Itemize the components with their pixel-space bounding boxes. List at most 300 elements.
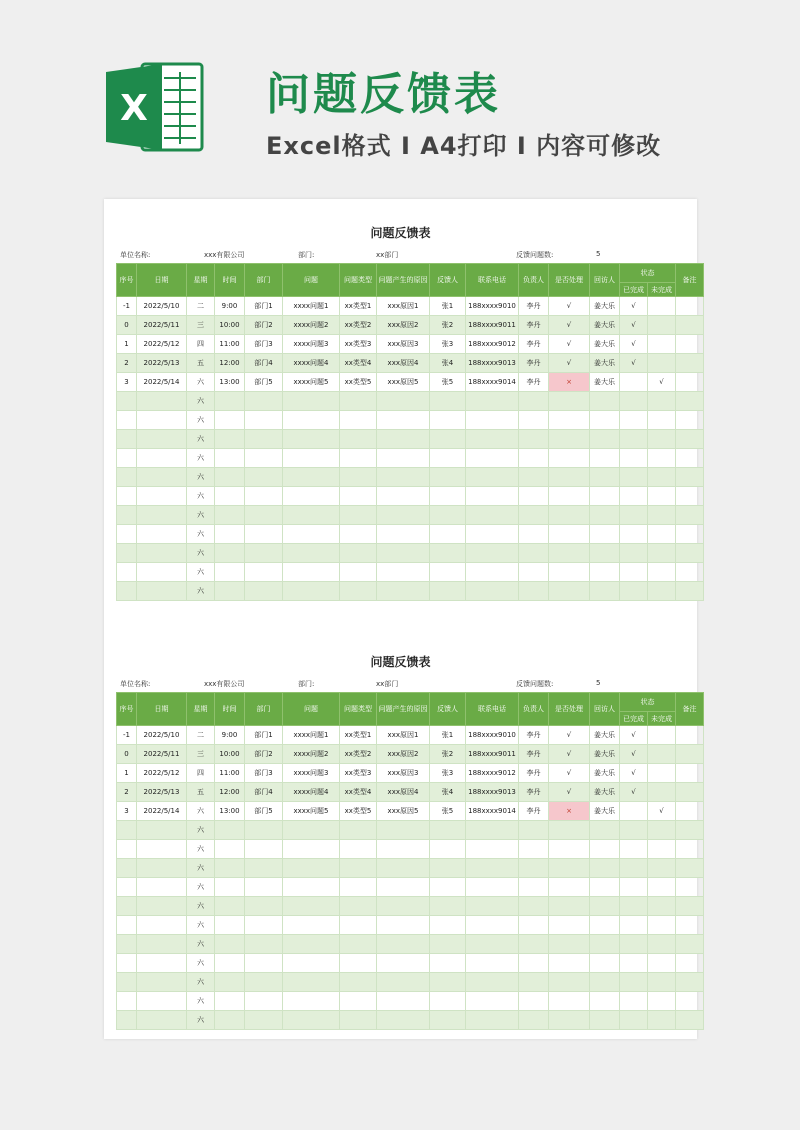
- table-cell[interactable]: 部门3: [245, 764, 283, 783]
- table-cell[interactable]: √: [620, 354, 648, 373]
- table-cell[interactable]: [519, 1011, 549, 1030]
- table-cell[interactable]: [377, 525, 430, 544]
- table-cell[interactable]: 12:00: [215, 354, 245, 373]
- table-cell[interactable]: [466, 954, 519, 973]
- table-cell[interactable]: 姜大乐: [590, 316, 620, 335]
- table-cell[interactable]: [340, 544, 377, 563]
- table-cell[interactable]: [215, 859, 245, 878]
- table-cell[interactable]: [648, 726, 676, 745]
- table-cell[interactable]: [519, 840, 549, 859]
- table-cell[interactable]: xx类型5: [340, 802, 377, 821]
- table-cell[interactable]: [215, 992, 245, 1011]
- table-cell[interactable]: [590, 878, 620, 897]
- table-cell[interactable]: 张4: [430, 354, 466, 373]
- table-cell[interactable]: xx类型3: [340, 764, 377, 783]
- table-cell[interactable]: [215, 840, 245, 859]
- table-cell[interactable]: [245, 897, 283, 916]
- table-cell[interactable]: [620, 468, 648, 487]
- table-cell[interactable]: [620, 487, 648, 506]
- table-cell[interactable]: [549, 878, 590, 897]
- table-cell[interactable]: [676, 897, 704, 916]
- table-cell[interactable]: [590, 487, 620, 506]
- table-cell[interactable]: 李丹: [519, 373, 549, 392]
- table-cell[interactable]: [466, 487, 519, 506]
- table-cell[interactable]: [340, 449, 377, 468]
- table-cell[interactable]: [117, 840, 137, 859]
- table-cell[interactable]: 李丹: [519, 783, 549, 802]
- table-cell[interactable]: [676, 764, 704, 783]
- table-cell[interactable]: [466, 468, 519, 487]
- table-cell[interactable]: [620, 582, 648, 601]
- table-cell[interactable]: [549, 525, 590, 544]
- table-cell[interactable]: [590, 916, 620, 935]
- table-cell[interactable]: 部门4: [245, 354, 283, 373]
- table-cell[interactable]: [648, 430, 676, 449]
- table-cell[interactable]: 六: [187, 487, 215, 506]
- table-cell[interactable]: [340, 430, 377, 449]
- table-cell[interactable]: 2022/5/12: [137, 335, 187, 354]
- table-cell[interactable]: [117, 506, 137, 525]
- table-cell[interactable]: [466, 392, 519, 411]
- table-cell[interactable]: 张5: [430, 802, 466, 821]
- table-cell[interactable]: [245, 973, 283, 992]
- table-cell[interactable]: [215, 563, 245, 582]
- table-cell[interactable]: 李丹: [519, 802, 549, 821]
- table-cell[interactable]: [137, 897, 187, 916]
- table-cell[interactable]: 三: [187, 316, 215, 335]
- table-cell[interactable]: 188xxxx9011: [466, 316, 519, 335]
- table-cell[interactable]: [620, 1011, 648, 1030]
- table-cell[interactable]: [137, 563, 187, 582]
- table-cell[interactable]: [245, 487, 283, 506]
- table-cell[interactable]: xxxx问题2: [283, 316, 340, 335]
- table-cell[interactable]: xx类型2: [340, 316, 377, 335]
- table-cell[interactable]: [430, 392, 466, 411]
- table-cell[interactable]: 姜大乐: [590, 373, 620, 392]
- table-cell[interactable]: √: [549, 335, 590, 354]
- table-cell[interactable]: [676, 726, 704, 745]
- table-cell[interactable]: [519, 897, 549, 916]
- table-cell[interactable]: xxxx问题1: [283, 726, 340, 745]
- table-cell[interactable]: [245, 859, 283, 878]
- table-cell[interactable]: 2022/5/11: [137, 745, 187, 764]
- table-cell[interactable]: [466, 563, 519, 582]
- table-cell[interactable]: [283, 392, 340, 411]
- table-cell[interactable]: [430, 468, 466, 487]
- table-cell[interactable]: [340, 525, 377, 544]
- table-cell[interactable]: [245, 525, 283, 544]
- table-cell[interactable]: [377, 992, 430, 1011]
- table-cell[interactable]: [137, 430, 187, 449]
- table-cell[interactable]: [648, 392, 676, 411]
- table-cell[interactable]: [340, 840, 377, 859]
- table-cell[interactable]: [245, 954, 283, 973]
- table-cell[interactable]: [117, 878, 137, 897]
- table-cell[interactable]: xx类型1: [340, 297, 377, 316]
- table-cell[interactable]: [283, 1011, 340, 1030]
- table-cell[interactable]: [117, 487, 137, 506]
- table-cell[interactable]: [590, 973, 620, 992]
- table-cell[interactable]: [430, 544, 466, 563]
- table-cell[interactable]: [648, 297, 676, 316]
- table-cell[interactable]: 188xxxx9012: [466, 335, 519, 354]
- table-cell[interactable]: 六: [187, 563, 215, 582]
- table-cell[interactable]: [676, 525, 704, 544]
- table-cell[interactable]: [590, 468, 620, 487]
- table-cell[interactable]: [648, 544, 676, 563]
- table-cell[interactable]: [430, 973, 466, 992]
- table-cell[interactable]: [676, 745, 704, 764]
- table-cell[interactable]: [466, 449, 519, 468]
- table-cell[interactable]: [648, 525, 676, 544]
- table-cell[interactable]: xxxx问题1: [283, 297, 340, 316]
- table-cell[interactable]: [676, 335, 704, 354]
- table-cell[interactable]: [549, 506, 590, 525]
- table-cell[interactable]: [676, 916, 704, 935]
- table-cell[interactable]: [590, 392, 620, 411]
- table-cell[interactable]: [340, 859, 377, 878]
- table-cell[interactable]: [283, 525, 340, 544]
- table-cell[interactable]: [620, 878, 648, 897]
- table-cell[interactable]: [620, 563, 648, 582]
- table-cell[interactable]: [466, 916, 519, 935]
- table-cell[interactable]: [466, 544, 519, 563]
- table-cell[interactable]: [215, 973, 245, 992]
- table-cell[interactable]: [620, 506, 648, 525]
- table-cell[interactable]: [620, 373, 648, 392]
- table-cell[interactable]: [137, 973, 187, 992]
- table-cell[interactable]: xxxx问题4: [283, 354, 340, 373]
- table-cell[interactable]: 2022/5/11: [137, 316, 187, 335]
- table-cell[interactable]: xxx原因3: [377, 764, 430, 783]
- table-cell[interactable]: [590, 821, 620, 840]
- table-cell[interactable]: [549, 430, 590, 449]
- table-cell[interactable]: [549, 449, 590, 468]
- table-cell[interactable]: [549, 916, 590, 935]
- table-cell[interactable]: 六: [187, 973, 215, 992]
- table-cell[interactable]: 李丹: [519, 354, 549, 373]
- table-cell[interactable]: [519, 392, 549, 411]
- table-cell[interactable]: 李丹: [519, 335, 549, 354]
- table-cell[interactable]: xx类型4: [340, 354, 377, 373]
- table-cell[interactable]: [648, 316, 676, 335]
- table-cell[interactable]: [137, 935, 187, 954]
- table-cell[interactable]: 六: [187, 916, 215, 935]
- table-cell[interactable]: [283, 973, 340, 992]
- table-cell[interactable]: √: [648, 373, 676, 392]
- table-cell[interactable]: -1: [117, 726, 137, 745]
- table-cell[interactable]: [377, 859, 430, 878]
- table-cell[interactable]: [549, 859, 590, 878]
- table-cell[interactable]: √: [549, 783, 590, 802]
- table-cell[interactable]: [137, 487, 187, 506]
- table-cell[interactable]: [466, 430, 519, 449]
- table-cell[interactable]: 2022/5/14: [137, 373, 187, 392]
- table-cell[interactable]: 1: [117, 764, 137, 783]
- table-cell[interactable]: [215, 897, 245, 916]
- table-cell[interactable]: [245, 449, 283, 468]
- table-cell[interactable]: xxxx问题4: [283, 783, 340, 802]
- table-cell[interactable]: [377, 544, 430, 563]
- table-cell[interactable]: [117, 582, 137, 601]
- table-cell[interactable]: 2022/5/13: [137, 783, 187, 802]
- table-cell[interactable]: 张4: [430, 783, 466, 802]
- table-cell[interactable]: [430, 992, 466, 1011]
- table-cell[interactable]: [340, 954, 377, 973]
- table-cell[interactable]: 六: [187, 430, 215, 449]
- table-cell[interactable]: [117, 544, 137, 563]
- table-cell[interactable]: 2022/5/10: [137, 297, 187, 316]
- table-cell[interactable]: 188xxxx9010: [466, 726, 519, 745]
- table-cell[interactable]: √: [549, 745, 590, 764]
- table-cell[interactable]: 五: [187, 783, 215, 802]
- table-cell[interactable]: 四: [187, 335, 215, 354]
- table-cell[interactable]: [340, 897, 377, 916]
- table-cell[interactable]: [466, 525, 519, 544]
- table-cell[interactable]: [215, 821, 245, 840]
- table-cell[interactable]: [466, 411, 519, 430]
- table-cell[interactable]: [676, 1011, 704, 1030]
- table-cell[interactable]: [283, 859, 340, 878]
- table-cell[interactable]: [466, 1011, 519, 1030]
- table-cell[interactable]: [117, 1011, 137, 1030]
- table-cell[interactable]: [117, 821, 137, 840]
- table-cell[interactable]: 六: [187, 992, 215, 1011]
- table-cell[interactable]: [377, 973, 430, 992]
- table-cell[interactable]: [215, 430, 245, 449]
- table-cell[interactable]: [519, 468, 549, 487]
- table-cell[interactable]: [620, 544, 648, 563]
- table-cell[interactable]: [519, 544, 549, 563]
- table-cell[interactable]: 张2: [430, 745, 466, 764]
- table-cell[interactable]: [117, 992, 137, 1011]
- table-cell[interactable]: [340, 582, 377, 601]
- table-cell[interactable]: 188xxxx9012: [466, 764, 519, 783]
- table-cell[interactable]: [283, 897, 340, 916]
- table-cell[interactable]: [283, 582, 340, 601]
- table-cell[interactable]: [620, 859, 648, 878]
- table-cell[interactable]: [117, 468, 137, 487]
- table-cell[interactable]: 六: [187, 468, 215, 487]
- table-cell[interactable]: [245, 468, 283, 487]
- table-cell[interactable]: [648, 582, 676, 601]
- table-cell[interactable]: xxxx问题3: [283, 764, 340, 783]
- table-cell[interactable]: √: [549, 297, 590, 316]
- table-cell[interactable]: [676, 563, 704, 582]
- table-cell[interactable]: [590, 544, 620, 563]
- table-cell[interactable]: [590, 525, 620, 544]
- table-cell[interactable]: xx类型2: [340, 745, 377, 764]
- table-cell[interactable]: 188xxxx9010: [466, 297, 519, 316]
- table-cell[interactable]: [430, 411, 466, 430]
- table-cell[interactable]: [620, 973, 648, 992]
- table-cell[interactable]: 10:00: [215, 745, 245, 764]
- table-cell[interactable]: [430, 954, 466, 973]
- table-cell[interactable]: [590, 935, 620, 954]
- table-cell[interactable]: [215, 449, 245, 468]
- table-cell[interactable]: [215, 544, 245, 563]
- table-cell[interactable]: [283, 449, 340, 468]
- table-cell[interactable]: [519, 525, 549, 544]
- table-cell[interactable]: [549, 1011, 590, 1030]
- table-cell[interactable]: 188xxxx9013: [466, 354, 519, 373]
- table-cell[interactable]: [676, 935, 704, 954]
- table-cell[interactable]: 六: [187, 878, 215, 897]
- table-cell[interactable]: [676, 468, 704, 487]
- table-cell[interactable]: [676, 430, 704, 449]
- table-cell[interactable]: 四: [187, 764, 215, 783]
- table-cell[interactable]: [676, 783, 704, 802]
- table-cell[interactable]: xx类型3: [340, 335, 377, 354]
- table-cell[interactable]: [137, 468, 187, 487]
- table-cell[interactable]: [117, 525, 137, 544]
- table-cell[interactable]: [549, 563, 590, 582]
- table-cell[interactable]: xx类型1: [340, 726, 377, 745]
- table-cell[interactable]: 姜大乐: [590, 764, 620, 783]
- table-cell[interactable]: 2022/5/10: [137, 726, 187, 745]
- table-cell[interactable]: [620, 897, 648, 916]
- table-cell[interactable]: [620, 802, 648, 821]
- table-cell[interactable]: [549, 544, 590, 563]
- table-cell[interactable]: [377, 392, 430, 411]
- table-cell[interactable]: -1: [117, 297, 137, 316]
- table-cell[interactable]: [549, 840, 590, 859]
- table-cell[interactable]: [340, 1011, 377, 1030]
- table-cell[interactable]: [590, 954, 620, 973]
- table-cell[interactable]: [377, 582, 430, 601]
- table-cell[interactable]: xxx原因1: [377, 726, 430, 745]
- table-cell[interactable]: [648, 468, 676, 487]
- table-cell[interactable]: [620, 935, 648, 954]
- table-cell[interactable]: 姜大乐: [590, 783, 620, 802]
- table-cell[interactable]: [215, 392, 245, 411]
- table-cell[interactable]: [648, 563, 676, 582]
- table-cell[interactable]: xxx原因4: [377, 783, 430, 802]
- table-cell[interactable]: xxx原因5: [377, 373, 430, 392]
- table-cell[interactable]: ×: [549, 373, 590, 392]
- table-cell[interactable]: [215, 878, 245, 897]
- table-cell[interactable]: [648, 783, 676, 802]
- table-cell[interactable]: [245, 563, 283, 582]
- table-cell[interactable]: xxxx问题3: [283, 335, 340, 354]
- table-cell[interactable]: 10:00: [215, 316, 245, 335]
- table-cell[interactable]: [215, 506, 245, 525]
- table-cell[interactable]: 姜大乐: [590, 745, 620, 764]
- table-cell[interactable]: 13:00: [215, 802, 245, 821]
- table-cell[interactable]: 9:00: [215, 726, 245, 745]
- table-cell[interactable]: [549, 992, 590, 1011]
- table-cell[interactable]: [648, 859, 676, 878]
- table-cell[interactable]: [519, 506, 549, 525]
- table-cell[interactable]: [648, 992, 676, 1011]
- table-cell[interactable]: [117, 973, 137, 992]
- table-cell[interactable]: [430, 449, 466, 468]
- table-cell[interactable]: [430, 916, 466, 935]
- table-cell[interactable]: [245, 506, 283, 525]
- table-cell[interactable]: [549, 468, 590, 487]
- table-cell[interactable]: [137, 859, 187, 878]
- table-cell[interactable]: [519, 449, 549, 468]
- table-cell[interactable]: [117, 449, 137, 468]
- table-cell[interactable]: [245, 935, 283, 954]
- table-cell[interactable]: [676, 859, 704, 878]
- table-cell[interactable]: [340, 487, 377, 506]
- table-cell[interactable]: xxxx问题2: [283, 745, 340, 764]
- table-cell[interactable]: [340, 563, 377, 582]
- table-cell[interactable]: [466, 840, 519, 859]
- table-cell[interactable]: [430, 525, 466, 544]
- table-cell[interactable]: [620, 992, 648, 1011]
- table-cell[interactable]: [519, 992, 549, 1011]
- table-cell[interactable]: [519, 878, 549, 897]
- table-cell[interactable]: [648, 916, 676, 935]
- table-cell[interactable]: [430, 897, 466, 916]
- table-cell[interactable]: [245, 430, 283, 449]
- table-cell[interactable]: [676, 373, 704, 392]
- table-cell[interactable]: [519, 859, 549, 878]
- table-cell[interactable]: √: [620, 764, 648, 783]
- table-cell[interactable]: [137, 992, 187, 1011]
- table-cell[interactable]: 二: [187, 726, 215, 745]
- table-cell[interactable]: [648, 335, 676, 354]
- table-cell[interactable]: [340, 392, 377, 411]
- table-cell[interactable]: [283, 468, 340, 487]
- table-cell[interactable]: 9:00: [215, 297, 245, 316]
- table-cell[interactable]: [466, 897, 519, 916]
- table-cell[interactable]: 李丹: [519, 297, 549, 316]
- table-cell[interactable]: [590, 506, 620, 525]
- table-cell[interactable]: √: [620, 316, 648, 335]
- table-cell[interactable]: [377, 430, 430, 449]
- table-cell[interactable]: 0: [117, 316, 137, 335]
- table-cell[interactable]: xxx原因3: [377, 335, 430, 354]
- table-cell[interactable]: [519, 582, 549, 601]
- table-cell[interactable]: [620, 411, 648, 430]
- table-cell[interactable]: [466, 506, 519, 525]
- table-cell[interactable]: [340, 992, 377, 1011]
- table-cell[interactable]: [137, 392, 187, 411]
- table-cell[interactable]: 六: [187, 935, 215, 954]
- table-cell[interactable]: [676, 878, 704, 897]
- table-cell[interactable]: [283, 935, 340, 954]
- table-cell[interactable]: [340, 935, 377, 954]
- table-cell[interactable]: √: [549, 354, 590, 373]
- table-cell[interactable]: [137, 411, 187, 430]
- table-cell[interactable]: [117, 954, 137, 973]
- table-cell[interactable]: √: [620, 335, 648, 354]
- table-cell[interactable]: 六: [187, 582, 215, 601]
- table-cell[interactable]: [676, 821, 704, 840]
- table-cell[interactable]: 0: [117, 745, 137, 764]
- table-cell[interactable]: 张1: [430, 297, 466, 316]
- table-cell[interactable]: [590, 992, 620, 1011]
- table-cell[interactable]: [340, 506, 377, 525]
- table-cell[interactable]: [137, 582, 187, 601]
- table-cell[interactable]: [430, 582, 466, 601]
- table-cell[interactable]: [648, 487, 676, 506]
- table-cell[interactable]: [245, 1011, 283, 1030]
- table-cell[interactable]: [620, 821, 648, 840]
- table-cell[interactable]: [676, 954, 704, 973]
- table-cell[interactable]: [377, 878, 430, 897]
- table-cell[interactable]: [620, 840, 648, 859]
- table-cell[interactable]: [549, 935, 590, 954]
- table-cell[interactable]: 部门4: [245, 783, 283, 802]
- table-cell[interactable]: [215, 468, 245, 487]
- table-cell[interactable]: [466, 582, 519, 601]
- table-cell[interactable]: [245, 916, 283, 935]
- table-cell[interactable]: [137, 449, 187, 468]
